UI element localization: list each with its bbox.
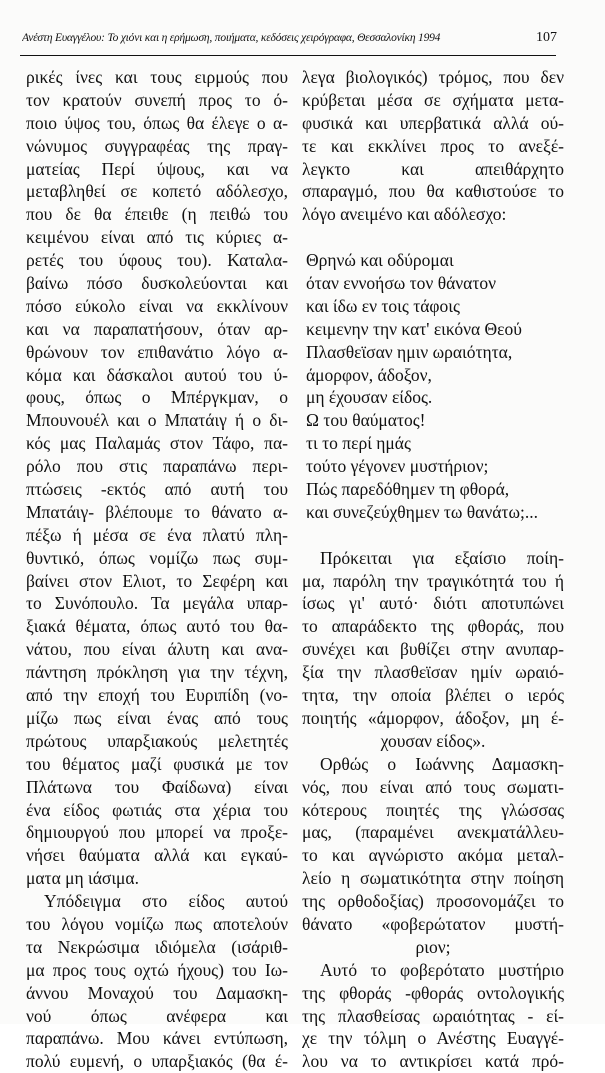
text-line: βαίνω πόσο δυσκολεύονται και <box>26 273 288 294</box>
text-line: νός, που είναι από τους σωματι- <box>302 776 564 797</box>
text-line: λεγα βιολογικός) τρόμος, που δεν <box>302 67 564 87</box>
verse-line: Πλασθεϊσαν ημιν ωραιότητα, <box>306 341 513 362</box>
text-line: το και αγνώριστο ακόμα μεταλ- <box>302 845 564 866</box>
text-line: της πλασθείσας ωραιότητας - εί- <box>302 1005 564 1026</box>
text-line: φυσικά και υπερβατικά αλλά ού- <box>302 112 564 133</box>
text-line: κότερους ποιητές της γλώσσας <box>302 799 564 820</box>
running-head: Ανέστη Ευαγγέλου: Το χιόνι και η ερήμωση, ποιήματα, κεδόσεις χειρόγραφα, Θεσσαλονίκη 1994 <box>22 32 441 44</box>
text-line: λου να το αντικρίσει κατά πρό- <box>302 1051 564 1072</box>
text-line: ριον; <box>415 936 451 957</box>
text-line: τε και εκκλίνει προς το ανεξέ- <box>302 135 564 156</box>
text-line: νήσει θαύματα αλλά και εγκαύ- <box>26 845 288 866</box>
text-line: και να παραπατήσουν, όταν αρ- <box>26 318 288 339</box>
text-line: ίσως γι' αυτό· διότι αποτυπώνει <box>302 593 564 614</box>
verse-line: Θρηνώ και οδύρομαι <box>306 250 454 271</box>
text-line: τητα, την οποία βλέπει ο ιερός <box>302 685 564 706</box>
verse-line: Ω του θαύματος! <box>306 410 426 431</box>
text-line: ξία την πλασθεϊσαν ημίν ωραιό- <box>302 662 564 683</box>
text-line: παραπάνω. Μου κάνει εντύπωση, <box>26 1028 288 1049</box>
text-line: λόγο ανειμένο και αδόλεσχο: <box>302 204 507 225</box>
text-line: κειμένου είναι από τις κύριες α- <box>26 227 288 248</box>
spacer <box>302 226 564 249</box>
text-line: τον κρατούν συνεπή προς το ό- <box>26 89 288 110</box>
text-line: ματείας Περί ύψους, και να <box>26 158 288 179</box>
text-line: μεταβληθεί σε κοπετό αδόλεσχο, <box>26 181 288 202</box>
text-line: ξιακά θέματα, όπως αυτό του θα- <box>26 616 288 637</box>
text-line: τα Νεκρώσιμα ιδιόμελα (ισάριθ- <box>26 936 288 957</box>
text-line: Πλάτωνα του Φαίδωνα) είναι <box>26 776 288 797</box>
verse-line: κειμενην την κατ' εικόνα Θεού <box>306 318 522 339</box>
poem-quotation <box>302 249 564 524</box>
text-line: πάντηση πρόκληση για την τέχνη, <box>26 662 288 683</box>
verse-line: Πώς παρεδόθημεν τη φθορά, <box>306 479 510 500</box>
text-line: χουσαν είδος». <box>380 730 486 751</box>
text-line: λεγκτο και απειθάρχητο <box>302 158 564 179</box>
text-line: ματα μη ιάσιμα. <box>26 868 139 889</box>
text-line: Μπατάιγ- βλέπουμε το θάνατο α- <box>26 501 288 522</box>
text-line: ποιητής «άμορφον, άδοξον, μη έ- <box>302 707 564 728</box>
text-line: της φθοράς -φθοράς οντολογικής <box>302 982 564 1003</box>
text-line: που δε θα έπειθε (η πειθώ του <box>26 204 288 225</box>
text-line: ένα είδος φωτιάς στα χέρια του <box>26 799 288 820</box>
text-line: νάτου, που είναι άλυτη και ανα- <box>26 639 288 660</box>
text-line: ρετές του ύφους του). Καταλα- <box>26 250 288 271</box>
verse-line: άμορφον, άδοξον, <box>306 364 432 385</box>
text-line: ρικές ίνες και τους ειρμούς που <box>26 67 288 87</box>
text-line: θρώνουν τον επιθανάτιο λόγο α- <box>26 341 288 362</box>
text-line: το απαράδεκτο της φθοράς, που <box>302 616 564 637</box>
text-line: Μπουνουέλ και ο Μπατάιγ ή ο δι- <box>26 410 288 431</box>
text-line: πόσο εύκολο είναι να εκκλίνουν <box>26 295 288 316</box>
text-line: Ορθώς ο Ιωάννης Δαμασκη- <box>320 753 564 774</box>
text-line: Αυτό το φοβερότατο μυστήριο <box>320 959 564 980</box>
text-line: σπαραγμό, που θα καθιστούσε το <box>302 181 564 202</box>
text-line: κός μας Παλαμάς στον Τάφο, πα- <box>26 433 288 454</box>
text-line: νού όπως ανέφερα και <box>26 1005 288 1026</box>
verse-line: όταν εννοήσω τον θάνατον <box>306 273 497 294</box>
text-line: μας, (παραμένει ανεκματάλλευ- <box>302 822 564 843</box>
text-line: από την εποχή του Ευριπίδη (νο- <box>26 685 288 706</box>
text-line: δημιουργού που μπορεί να προξε- <box>26 822 288 843</box>
text-line: πτώσεις -εκτός από αυτή του <box>26 479 288 500</box>
text-line: του λόγου νομίζω πως αποτελούν <box>26 913 288 934</box>
text-line: μίζω πως είναι ένας από τους <box>26 707 288 728</box>
text-line: άννου Μοναχού του Δαμασκη- <box>26 982 288 1003</box>
text-line: της ορθοδοξίας) προσονομάζει το <box>302 891 564 912</box>
page-number: 107 <box>536 30 557 45</box>
text-line: πρώτους υπαρξιακούς μελετητές <box>26 730 288 751</box>
text-line: Υπόδειγμα στο είδος αυτού <box>44 891 288 912</box>
spacer <box>302 524 564 547</box>
verse-line: τι το περί ημάς <box>306 433 411 454</box>
text-line: βαίνει στον Ελιοτ, το Σεφέρη και <box>26 570 288 591</box>
verse-line: τούτο γέγονεν μυστήριον; <box>306 456 489 477</box>
right-column <box>302 66 564 1073</box>
text-line: φους, όπως ο Μπέργκμαν, ο <box>26 387 288 408</box>
text-line: συνέχει και βυθίζει στην ανυπαρ- <box>302 639 564 660</box>
text-line: το Συνόπουλο. Τα μεγάλα υπαρ- <box>26 593 288 614</box>
text-line: Πρόκειται για εξαίσιο ποίη- <box>320 547 564 568</box>
verse-line: και συνεζεύχθημεν τω θανάτω;... <box>306 501 538 522</box>
text-line: πέξω ή μέσα σε ένα πλατύ πλη- <box>26 524 288 545</box>
text-line: μα, παρόλη την τραγικότητά του ή <box>302 570 564 591</box>
text-line: πολύ ευμενή, ο υπαρξιακός (θα έ- <box>26 1051 288 1072</box>
verse-line: μη έχουσαν είδος. <box>306 387 433 408</box>
text-line: κρύβεται μέσα σε σχήματα μετα- <box>302 89 564 110</box>
text-line: νώνυμος συγγραφέας της πραγ- <box>26 135 288 156</box>
text-line: κόμα και δάσκαλοι αυτού του ύ- <box>26 364 288 385</box>
header-rule <box>20 55 556 56</box>
left-column <box>26 66 288 1073</box>
text-line: λείο η σωματικότητα στην ποίηση <box>302 868 564 889</box>
verse-line: και ίδω εν τοις τάφοις <box>306 295 460 316</box>
text-line: θυντικό, όπως νομίζω πως συμ- <box>26 547 288 568</box>
text-line: ρόλο που στις παραπάνω περι- <box>26 456 288 477</box>
text-line: του θέματος μαζί φυσικά με τον <box>26 753 288 774</box>
text-line: χε την τόλμη ο Ανέστης Ευαγγέ- <box>302 1028 564 1049</box>
text-line: μα προς τους οχτώ ήχους) του Ιω- <box>26 959 288 980</box>
text-line: θάνατο «φοβερώτατον μυστή- <box>302 913 564 934</box>
text-line: ποιο ύψος του, όπως θα έλεγε ο α- <box>26 112 288 133</box>
